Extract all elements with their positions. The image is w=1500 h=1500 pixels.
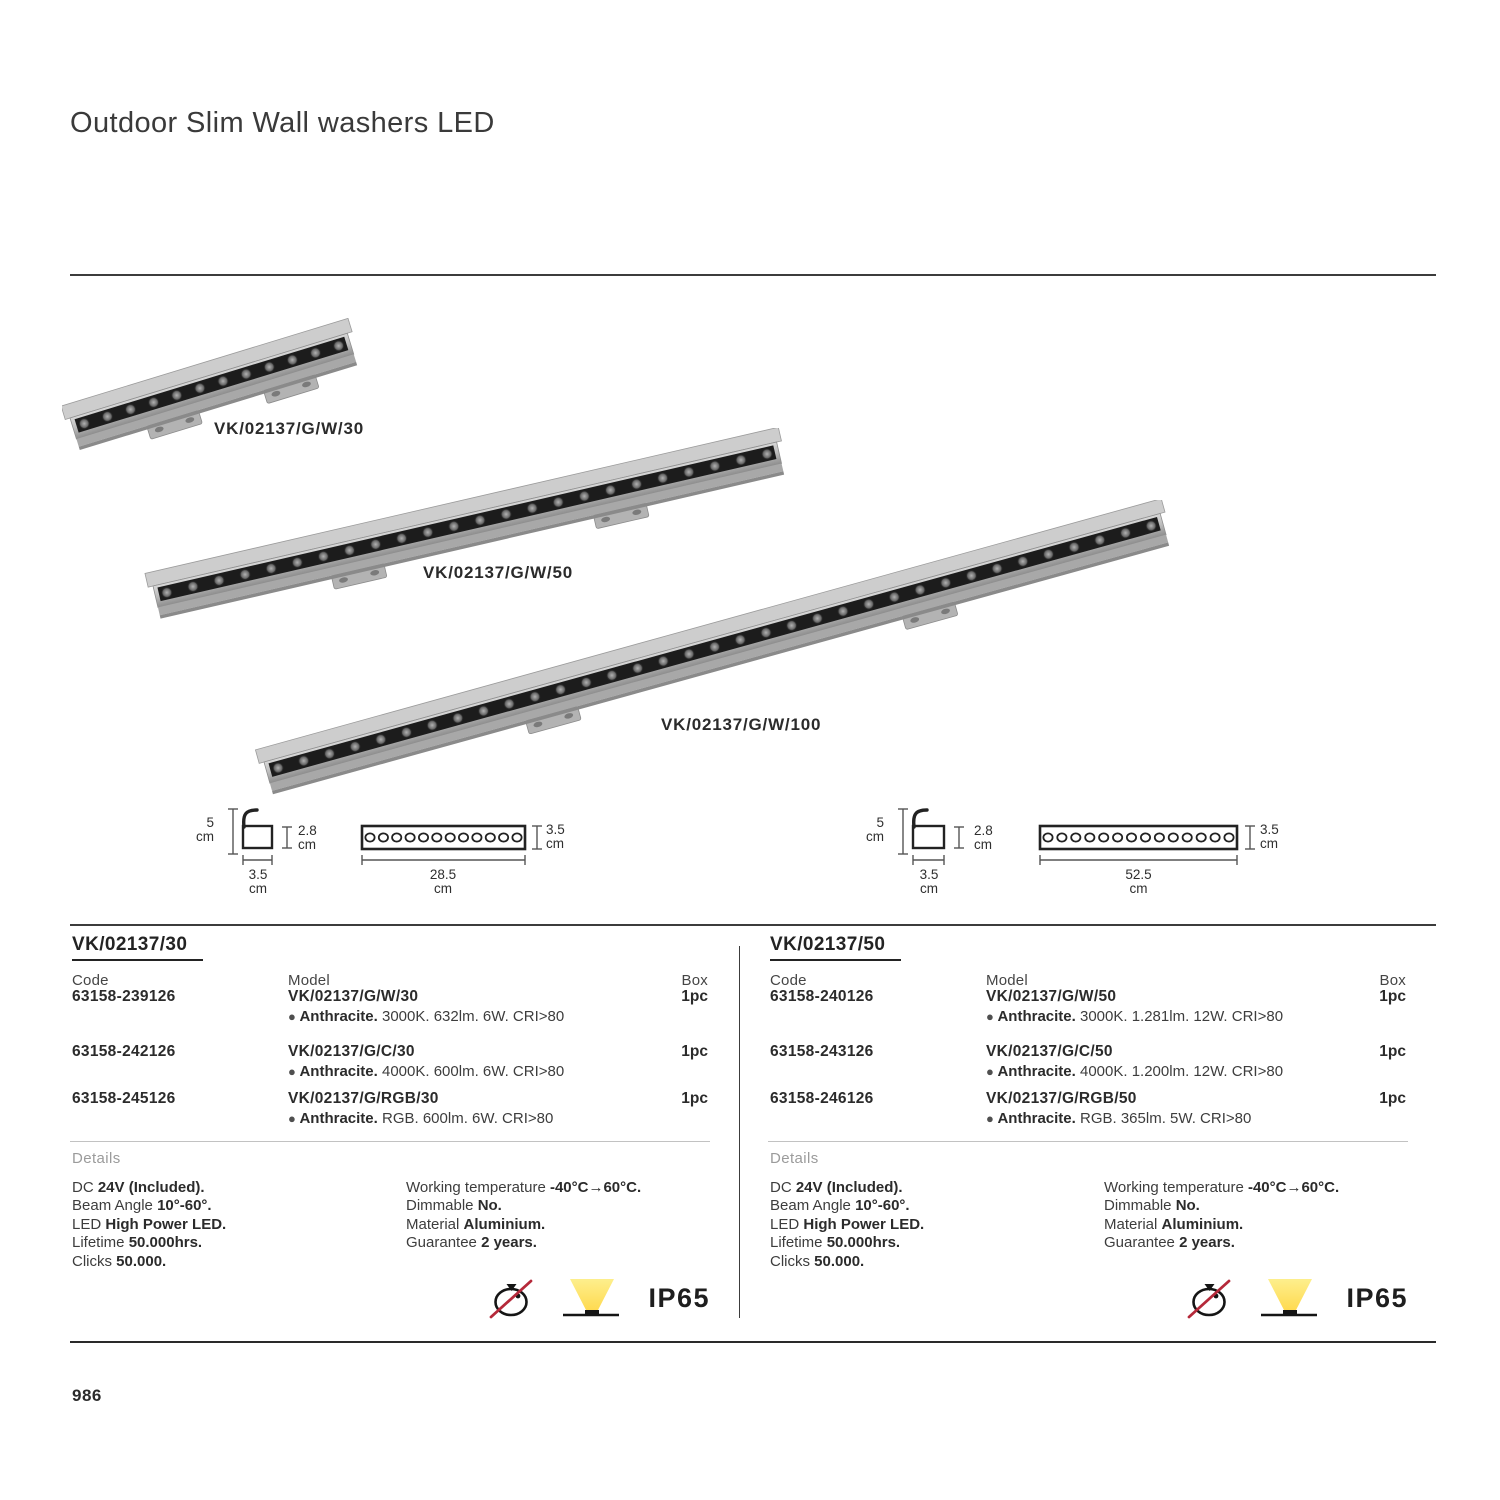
- table-row: [70, 988, 710, 1028]
- length-dim-line: [362, 855, 525, 865]
- light-beam-icon: [560, 1275, 622, 1321]
- product-model: VK/02137/G/RGB/30: [288, 1090, 439, 1107]
- front-view-shape: [1040, 826, 1237, 849]
- detail-line: Guarantee 2 years.: [406, 1234, 537, 1252]
- details-column-1: [770, 1179, 924, 1271]
- box-quantity: 1pc: [1379, 988, 1406, 1005]
- light-spec: 3000K. 1.281lm. 12W. CRI>80: [1080, 1008, 1284, 1025]
- column-header-code: Code: [770, 972, 807, 989]
- finish-name: Anthracite.: [299, 1008, 378, 1025]
- led-dot: [1169, 833, 1178, 841]
- product-description: [986, 1008, 1283, 1025]
- front-height-dim-line: [1245, 826, 1255, 849]
- details-heading: Details: [770, 1150, 819, 1167]
- dim-front-height: 3.5 cm: [1260, 822, 1279, 851]
- color-dot-icon: ●: [288, 1009, 300, 1024]
- ip-rating: IP65: [648, 1282, 710, 1313]
- profile-shape: [243, 826, 272, 848]
- length-dim-line: [1040, 855, 1237, 865]
- box-quantity: 1pc: [1379, 1043, 1406, 1060]
- color-dot-icon: ●: [986, 1009, 998, 1024]
- detail-line: Guarantee 2 years.: [1104, 1234, 1235, 1252]
- product-code: 63158-245126: [72, 1090, 176, 1107]
- product-code: 63158-239126: [72, 988, 176, 1005]
- detail-line: LED High Power LED.: [770, 1215, 925, 1233]
- color-dot-icon: ●: [288, 1064, 300, 1079]
- led-dot: [1043, 833, 1052, 841]
- detail-line: LED High Power LED.: [72, 1215, 227, 1233]
- profile-shape: [913, 826, 944, 848]
- light-spec: 4000K. 1.200lm. 12W. CRI>80: [1080, 1063, 1284, 1080]
- column-header-box: Box: [681, 972, 708, 989]
- product-table-50: [768, 932, 1408, 1332]
- dim-front-height: 3.5 cm: [546, 822, 565, 851]
- led-dot: [1211, 833, 1220, 841]
- width-dim-line: [913, 855, 944, 865]
- finish-name: Anthracite.: [997, 1008, 1076, 1025]
- light-beam-icon: [1258, 1275, 1320, 1321]
- product-model: VK/02137/G/C/50: [986, 1043, 1113, 1060]
- color-dot-icon: ●: [288, 1111, 300, 1126]
- detail-line: DC 24V (Included).: [770, 1179, 903, 1196]
- led-dot: [1155, 833, 1164, 841]
- detail-line: Material Aluminium.: [406, 1215, 546, 1233]
- finish-name: Anthracite.: [299, 1063, 378, 1080]
- width-dim-line: [243, 855, 272, 865]
- product-label-50: VK/02137/G/W/50: [423, 563, 573, 582]
- not-dimmable-icon: [1186, 1276, 1232, 1320]
- detail-line: Working temperature -40°C→60°C.: [1104, 1179, 1340, 1196]
- detail-line: Clicks 50.000.: [770, 1252, 865, 1270]
- finish-name: Anthracite.: [997, 1063, 1076, 1080]
- product-model: VK/02137/G/W/50: [986, 988, 1117, 1005]
- dim-depth: 2.8 cm: [298, 823, 317, 852]
- light-spec: 4000K. 600lm. 6W. CRI>80: [382, 1063, 565, 1080]
- product-model: VK/02137/G/W/30: [288, 988, 419, 1005]
- product-label-100: VK/02137/G/W/100: [661, 715, 822, 734]
- led-dot: [459, 833, 468, 841]
- led-dot: [486, 833, 495, 841]
- column-header-model: Model: [288, 972, 330, 989]
- dim-length: 52.5 cm: [1125, 867, 1152, 896]
- dim-width: 3.5 cm: [248, 867, 268, 896]
- finish-name: Anthracite.: [997, 1110, 1076, 1127]
- led-dot: [446, 833, 455, 841]
- dim-height: 5 cm: [866, 815, 884, 844]
- box-quantity: 1pc: [681, 1043, 708, 1060]
- light-spec: 3000K. 632lm. 6W. CRI>80: [382, 1008, 565, 1025]
- table-heading: VK/02137/50: [770, 934, 901, 961]
- page-number: 986: [72, 1386, 102, 1405]
- box-quantity: 1pc: [1379, 1090, 1406, 1107]
- table-row: [70, 1090, 710, 1130]
- product-model: VK/02137/G/C/30: [288, 1043, 415, 1060]
- table-top-rule: [70, 924, 1436, 926]
- detail-line: Beam Angle 10°-60°.: [770, 1197, 910, 1215]
- column-header-model: Model: [986, 972, 1028, 989]
- led-dot: [1085, 833, 1094, 841]
- detail-line: Working temperature -40°C→60°C.: [406, 1179, 642, 1196]
- led-dot: [1197, 833, 1206, 841]
- front-view-leds: [365, 833, 521, 841]
- detail-line: Lifetime 50.000hrs.: [770, 1234, 901, 1252]
- profile-flange: [244, 810, 257, 827]
- led-dot: [512, 833, 521, 841]
- table-row: [768, 1043, 1408, 1083]
- led-dot: [365, 833, 374, 841]
- details-heading: Details: [72, 1150, 121, 1167]
- dimension-diagram-50: [848, 802, 1308, 897]
- product-description: [288, 1110, 553, 1127]
- separator-line: [70, 1141, 710, 1142]
- feature-icons: [1186, 1273, 1408, 1323]
- led-dot: [1141, 833, 1150, 841]
- light-spec: RGB. 600lm. 6W. CRI>80: [382, 1110, 554, 1127]
- dim-width: 3.5 cm: [919, 867, 939, 896]
- product-code: 63158-246126: [770, 1090, 874, 1107]
- ip-rating: IP65: [1346, 1282, 1408, 1313]
- feature-icons: [488, 1273, 710, 1323]
- details-column-1: [72, 1179, 226, 1271]
- product-photo-100: [252, 500, 1212, 798]
- dim-depth: 2.8 cm: [974, 823, 993, 852]
- led-dot: [1057, 833, 1066, 841]
- product-description: [288, 1063, 564, 1080]
- box-quantity: 1pc: [681, 1090, 708, 1107]
- detail-line: Clicks 50.000.: [72, 1252, 167, 1270]
- front-height-dim-line: [532, 826, 542, 849]
- depth-dim-line: [954, 827, 964, 848]
- details-column-2: [1104, 1179, 1339, 1253]
- led-dot: [419, 833, 428, 841]
- box-quantity: 1pc: [681, 988, 708, 1005]
- led-dot: [1113, 833, 1122, 841]
- led-bar: [255, 500, 1176, 798]
- led-dot: [406, 833, 415, 841]
- height-dim-line: [898, 809, 908, 854]
- detail-line: Lifetime 50.000hrs.: [72, 1234, 203, 1252]
- detail-line: Dimmable No.: [406, 1197, 502, 1215]
- profile-flange: [914, 810, 927, 827]
- finish-name: Anthracite.: [299, 1110, 378, 1127]
- table-row: [768, 1090, 1408, 1130]
- column-header-code: Code: [72, 972, 109, 989]
- detail-line: DC 24V (Included).: [72, 1179, 205, 1196]
- dim-length: 28.5 cm: [429, 867, 457, 896]
- front-view-shape: [362, 826, 525, 849]
- detail-line: Material Aluminium.: [1104, 1215, 1244, 1233]
- front-view-leds: [1043, 833, 1233, 841]
- column-header-box: Box: [1379, 972, 1406, 989]
- led-dot: [499, 833, 508, 841]
- page-title: Outdoor Slim Wall washers LED: [70, 107, 495, 140]
- product-model: VK/02137/G/RGB/50: [986, 1090, 1137, 1107]
- details-column-2: [406, 1179, 641, 1253]
- product-code: 63158-242126: [72, 1043, 176, 1060]
- table-row: [768, 988, 1408, 1028]
- dim-height: 5 cm: [196, 815, 214, 844]
- color-dot-icon: ●: [986, 1111, 998, 1126]
- product-table-30: [70, 932, 710, 1332]
- led-dot: [1224, 833, 1233, 841]
- title-rule: [70, 274, 1436, 276]
- product-description: [288, 1008, 564, 1025]
- led-dot: [379, 833, 388, 841]
- detail-line: Dimmable No.: [1104, 1197, 1200, 1215]
- not-dimmable-icon: [488, 1276, 534, 1320]
- height-dim-line: [228, 809, 238, 854]
- separator-line: [768, 1141, 1408, 1142]
- light-spec: RGB. 365lm. 5W. CRI>80: [1080, 1110, 1252, 1127]
- color-dot-icon: ●: [986, 1064, 998, 1079]
- product-label-30: VK/02137/G/W/30: [214, 419, 364, 438]
- led-dot: [1183, 833, 1192, 841]
- led-dot: [472, 833, 481, 841]
- product-description: [986, 1063, 1283, 1080]
- bottom-rule: [70, 1341, 1436, 1343]
- panel-divider: [739, 946, 740, 1318]
- led-dot: [432, 833, 441, 841]
- dimension-diagram-30: [180, 802, 580, 897]
- led-dot: [1127, 833, 1136, 841]
- depth-dim-line: [282, 827, 292, 848]
- led-dot: [392, 833, 401, 841]
- table-heading: VK/02137/30: [72, 934, 203, 961]
- product-code: 63158-243126: [770, 1043, 874, 1060]
- product-description: [986, 1110, 1251, 1127]
- table-row: [70, 1043, 710, 1083]
- led-dot: [1099, 833, 1108, 841]
- led-dot: [1071, 833, 1080, 841]
- detail-line: Beam Angle 10°-60°.: [72, 1197, 212, 1215]
- product-code: 63158-240126: [770, 988, 874, 1005]
